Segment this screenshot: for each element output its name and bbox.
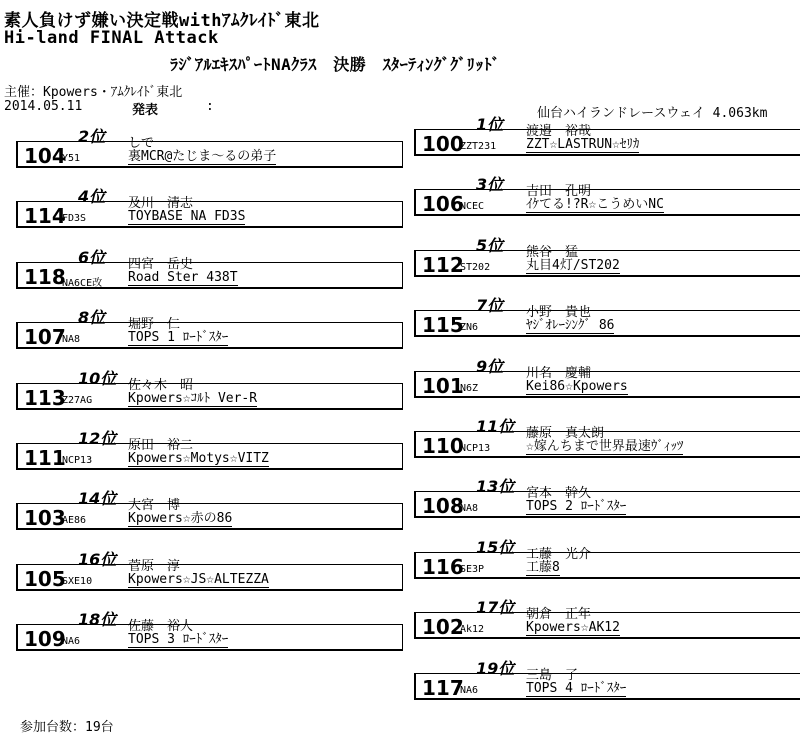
grid-slot: [414, 414, 800, 474]
driver-name: 菅原 淳: [128, 559, 181, 574]
car-number: 114: [24, 204, 66, 228]
car-number: 105: [24, 567, 66, 591]
car-number: 103: [24, 506, 66, 530]
grid-position: 10位: [78, 369, 117, 388]
venue: 仙台ハイランドレースウェイ 4.063km: [537, 106, 768, 121]
driver-name: 朝倉 正年: [526, 607, 592, 622]
grid-position: 14位: [78, 489, 117, 508]
driver-name: 三島 了: [526, 668, 579, 683]
car-model: NCP13: [62, 455, 93, 466]
car-number: 118: [24, 265, 66, 289]
grid-position: 2位: [78, 127, 106, 146]
driver-name: 佐藤 裕人: [128, 619, 194, 634]
car-model: Y51: [62, 153, 81, 164]
driver-name: 吉田 孔明: [526, 184, 592, 199]
grid-slot: [16, 366, 402, 426]
driver-name: 宮本 幹久: [526, 486, 592, 501]
car-number: 111: [24, 446, 66, 470]
team-name: ZZT☆LASTRUN☆ｾﾘｶ: [526, 137, 640, 152]
car-number: 117: [422, 676, 464, 700]
grid-slot: [414, 293, 800, 353]
car-number: 110: [422, 434, 464, 458]
car-number: 106: [422, 192, 464, 216]
grid-slot: [16, 305, 402, 365]
announce-colon: :: [206, 99, 214, 114]
grid-position: 4位: [78, 187, 106, 206]
car-number: 108: [422, 494, 464, 518]
team-name: ｲｹてる!?R☆こうめいNC: [526, 197, 664, 212]
class-title: ﾗｼﾞｱﾙｴｷｽﾊﾟｰﾄNAｸﾗｽ 決勝 ｽﾀｰﾃｨﾝｸﾞｸﾞﾘｯﾄﾞ: [170, 55, 501, 74]
car-model: NA6: [460, 685, 479, 696]
car-model: NA8: [460, 503, 479, 514]
driver-name: 佐々木 昭: [128, 378, 194, 393]
driver-name: 堀野 仁: [128, 317, 181, 332]
car-number: 104: [24, 144, 66, 168]
car-model: Z27AG: [62, 395, 93, 406]
event-subtitle: Hi-land FINAL Attack: [4, 28, 219, 48]
grid-slot: [414, 474, 800, 534]
event-date: 2014.05.11: [4, 99, 83, 114]
grid-position: 12位: [78, 429, 117, 448]
driver-name: 工藤 光介: [526, 547, 592, 562]
grid-position: 17位: [476, 598, 515, 617]
grid-slot: [414, 233, 800, 293]
car-model: ZZT231: [460, 141, 497, 152]
driver-name: 渡邉 裕哉: [526, 124, 592, 139]
car-model: NA8: [62, 334, 81, 345]
driver-name: 四宮 岳史: [128, 257, 194, 272]
driver-name: 熊谷 猛: [526, 245, 579, 260]
driver-name: 藤原 真太朗: [526, 426, 605, 441]
car-number: 109: [24, 627, 66, 651]
team-name: Kpowers☆AK12: [526, 620, 620, 635]
grid-slot: [16, 245, 402, 305]
car-model: SXE10: [62, 576, 93, 587]
team-name: 工藤8: [526, 560, 560, 575]
grid-slot: [414, 112, 800, 172]
grid-position: 16位: [78, 550, 117, 569]
driver-name: 大宮 博: [128, 498, 181, 513]
car-model: NCEC: [460, 201, 485, 212]
driver-name: しで: [128, 136, 155, 151]
team-name: ﾔｼﾞｵﾚｰｼﾝｸﾞ 86: [526, 318, 615, 333]
car-number: 113: [24, 386, 66, 410]
car-number: 102: [422, 615, 464, 639]
car-model: FD3S: [62, 213, 87, 224]
car-model: NA6: [62, 636, 81, 647]
team-name: 丸目4灯/ST202: [526, 258, 620, 273]
team-name: TOYBASE NA FD3S: [128, 209, 246, 224]
grid-slot: [414, 535, 800, 595]
team-name: TOPS 1 ﾛｰﾄﾞｽﾀｰ: [128, 330, 229, 345]
team-name: TOPS 2 ﾛｰﾄﾞｽﾀｰ: [526, 499, 627, 514]
organizer: 主催：Kpowers・ｱﾑｸﾚｲﾄﾞ東北: [4, 85, 183, 100]
grid-position: 6位: [78, 248, 106, 267]
car-number: 100: [422, 132, 464, 156]
grid-position: 18位: [78, 610, 117, 629]
team-name: Kpowers☆JS☆ALTEZZA: [128, 572, 269, 587]
grid-slot: [414, 172, 800, 232]
car-number: 116: [422, 555, 464, 579]
entry-count: 参加台数：19台: [20, 720, 114, 735]
team-name: Road Ster 438T: [128, 270, 238, 285]
driver-name: 川名 慶輔: [526, 366, 592, 381]
team-name: Kpowers☆Motys☆VITZ: [128, 451, 269, 466]
grid-position: 11位: [476, 417, 515, 436]
grid-slot: [16, 124, 402, 184]
grid-position: 1位: [476, 115, 504, 134]
grid-position: 8位: [78, 308, 106, 327]
grid-position: 9位: [476, 357, 504, 376]
team-name: ☆嫁んちまで世界最速ｳﾞｨｯﾂ: [526, 439, 684, 454]
team-name: Kpowers☆赤の86: [128, 511, 233, 526]
team-name: TOPS 3 ﾛｰﾄﾞｽﾀｰ: [128, 632, 229, 647]
grid-position: 7位: [476, 296, 504, 315]
car-model: N6Z: [460, 383, 479, 394]
grid-slot: [16, 547, 402, 607]
driver-name: 原田 裕二: [128, 438, 194, 453]
driver-name: 及川 清志: [128, 196, 194, 211]
grid-position: 13位: [476, 477, 515, 496]
grid-slot: [16, 607, 402, 667]
car-number: 107: [24, 325, 66, 349]
car-number: 112: [422, 253, 464, 277]
car-model: AE86: [62, 515, 87, 526]
grid-position: 3位: [476, 175, 504, 194]
team-name: Kei86☆Kpowers: [526, 379, 628, 394]
grid-slot: [414, 656, 800, 716]
grid-slot: [414, 595, 800, 655]
team-name: TOPS 4 ﾛｰﾄﾞｽﾀｰ: [526, 681, 627, 696]
grid-slot: [16, 184, 402, 244]
driver-name: 小野 貴也: [526, 305, 592, 320]
grid-slot: [16, 486, 402, 546]
event-title: 素人負けず嫌い決定戦withｱﾑｸﾚｲﾄﾞ東北: [4, 11, 320, 31]
grid-slot: [16, 426, 402, 486]
team-name: 裏MCR@たじま～るの弟子: [128, 149, 277, 164]
grid-slot: [414, 354, 800, 414]
car-number: 101: [422, 374, 464, 398]
announce-label: 発表: [132, 103, 159, 118]
grid-position: 15位: [476, 538, 515, 557]
grid-position: 19位: [476, 659, 515, 678]
car-model: SE3P: [460, 564, 485, 575]
team-name: Kpowers☆ｺﾙﾄ Ver-R: [128, 391, 258, 406]
car-model: NCP13: [460, 443, 491, 454]
car-model: NA6CE改: [62, 278, 103, 289]
car-model: ST202: [460, 262, 491, 273]
car-model: Ak12: [460, 624, 485, 635]
grid-position: 5位: [476, 236, 504, 255]
car-number: 115: [422, 313, 464, 337]
car-model: ZN6: [460, 322, 479, 333]
